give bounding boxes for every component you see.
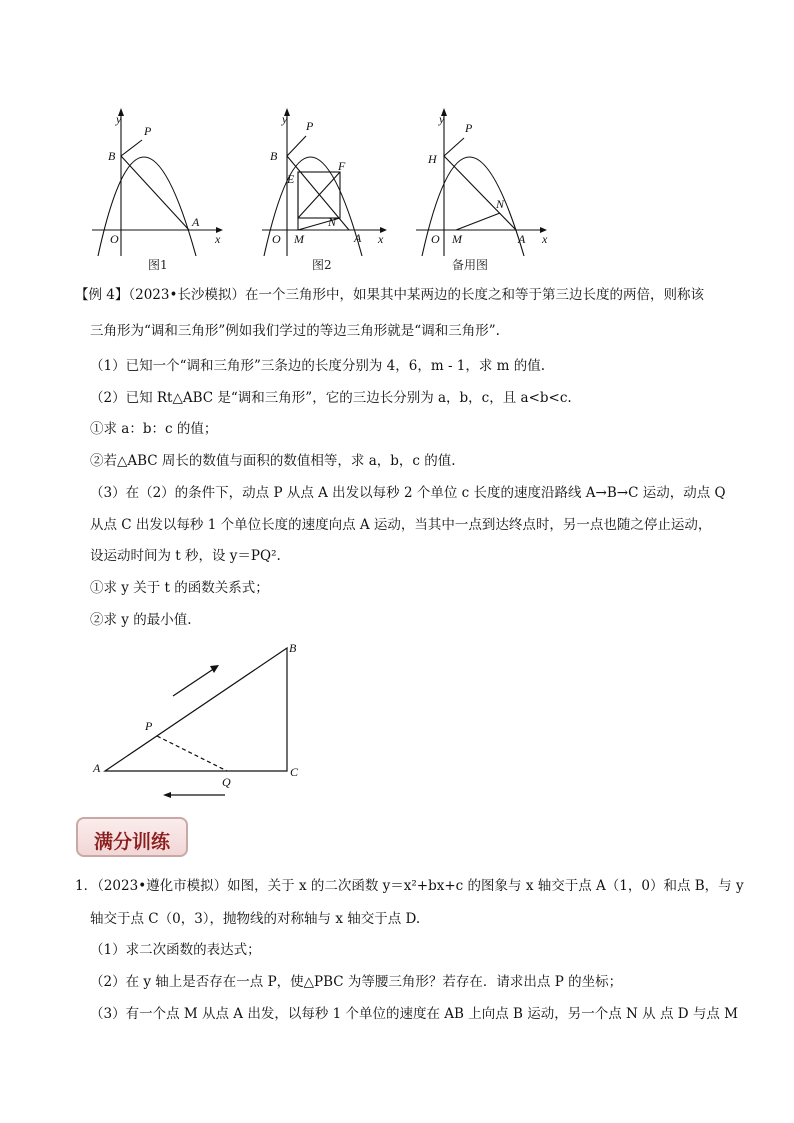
fig2-caption: 图2 [312, 258, 332, 272]
fig2-m-label: M [294, 232, 304, 246]
problem1-line1: 1．（2023•遵化市模拟）如图，关于 x 的二次函数 y＝x²+bx+c 的图象与 x 轴交于点 A（1，0）和点 B，与 y [75, 878, 744, 894]
fig3-x-label: x [542, 232, 548, 246]
fig2-a-label: A [354, 231, 362, 245]
example4-question-3-line2: 从点 C 出发以每秒 1 个单位长度的速度向点 A 运动，当其中一点到达终点时，另一点也随之停止运动， [90, 517, 712, 533]
example4-question-3-line1: （3）在（2）的条件下，动点 P 从点 A 出发以每秒 2 个单位 c 长度的速度沿路线 A→B→C 运动，动点 Q [90, 485, 726, 501]
fig3-h-label: H [428, 152, 437, 166]
fig2-e-label: E [287, 172, 295, 186]
triangle-figure [85, 638, 315, 803]
triangle-a-label: A [93, 761, 101, 775]
figure-3 [412, 98, 557, 258]
fig1-o-label: O [110, 232, 119, 246]
fig2-x-label: x [378, 232, 384, 246]
fig3-p-label: P [465, 121, 473, 135]
triangle-q-label: Q [222, 775, 231, 789]
fig3-n-label: N [496, 197, 505, 211]
fig1-x-label: x [215, 232, 221, 246]
training-section-badge [76, 817, 188, 857]
problem1-question-2: （2）在 y 轴上是否存在一点 P，使△PBC 为等腰三角形？若存在．请求出点 P 的坐标； [90, 974, 623, 990]
fig2-p-label: P [306, 119, 314, 133]
training-badge-label: 满分训练 [94, 831, 171, 853]
fig3-m-label: M [452, 232, 462, 246]
example4-question-3a: ①求 y 关于 t 的函数关系式； [90, 580, 269, 596]
example4-question-1: （1）已知一个“调和三角形”三条边的长度分别为 4，6，m - 1，求 m 的值. [90, 358, 546, 374]
fig3-caption: 备用图 [452, 258, 489, 272]
triangle-p-label: P [145, 719, 153, 733]
figure-2 [258, 98, 398, 258]
fig3-o-label: O [431, 232, 440, 246]
problem1-question-3: （3）有一个点 M 从点 A 出发，以每秒 1 个单位的速度在 AB 上向点 B 运动，另一个点 N 从 点 D 与点 M [90, 1006, 738, 1022]
figure-1 [88, 98, 238, 258]
example4-question-2a: ①求 a：b：c 的值； [90, 421, 218, 437]
example4-intro-line1: 【例 4】（2023•长沙模拟）在一个三角形中，如果其中某两边的长度之和等于第三边长度的两倍，则称该 [75, 287, 704, 303]
fig3-y-label: y [439, 112, 445, 126]
problem1-question-1: （1）求二次函数的表达式； [90, 942, 261, 958]
fig2-f-label: F [338, 159, 346, 173]
example4-question-3-line3: 设运动时间为 t 秒，设 y＝PQ². [90, 548, 281, 564]
fig2-o-label: O [272, 232, 281, 246]
problem1-line2: 轴交于点 C（0，3），抛物线的对称轴与 x 轴交于点 D. [90, 911, 421, 927]
fig3-a-label: A [518, 232, 526, 246]
example4-question-2b: ②若△ABC 周长的数值与面积的数值相等，求 a，b，c 的值. [90, 453, 456, 469]
fig1-a-label: A [192, 215, 200, 229]
fig1-y-label: y [116, 112, 122, 126]
fig2-n-label: N [328, 215, 337, 229]
fig2-b-label: B [270, 149, 278, 163]
triangle-b-label: B [289, 641, 297, 655]
example4-question-3b: ②求 y 的最小值. [90, 612, 192, 628]
example4-intro-line2: 三角形为“调和三角形”例如我们学过的等边三角形就是“调和三角形”. [90, 323, 500, 339]
fig1-b-label: B [108, 149, 116, 163]
fig1-p-label: P [144, 124, 152, 138]
fig1-caption: 图1 [148, 258, 168, 272]
triangle-c-label: C [290, 765, 299, 779]
example4-question-2: （2）已知 Rt△ABC 是“调和三角形”，它的三边长分别为 a，b，c，且 a<b<c. [90, 390, 572, 406]
fig2-y-label: y [282, 112, 288, 126]
